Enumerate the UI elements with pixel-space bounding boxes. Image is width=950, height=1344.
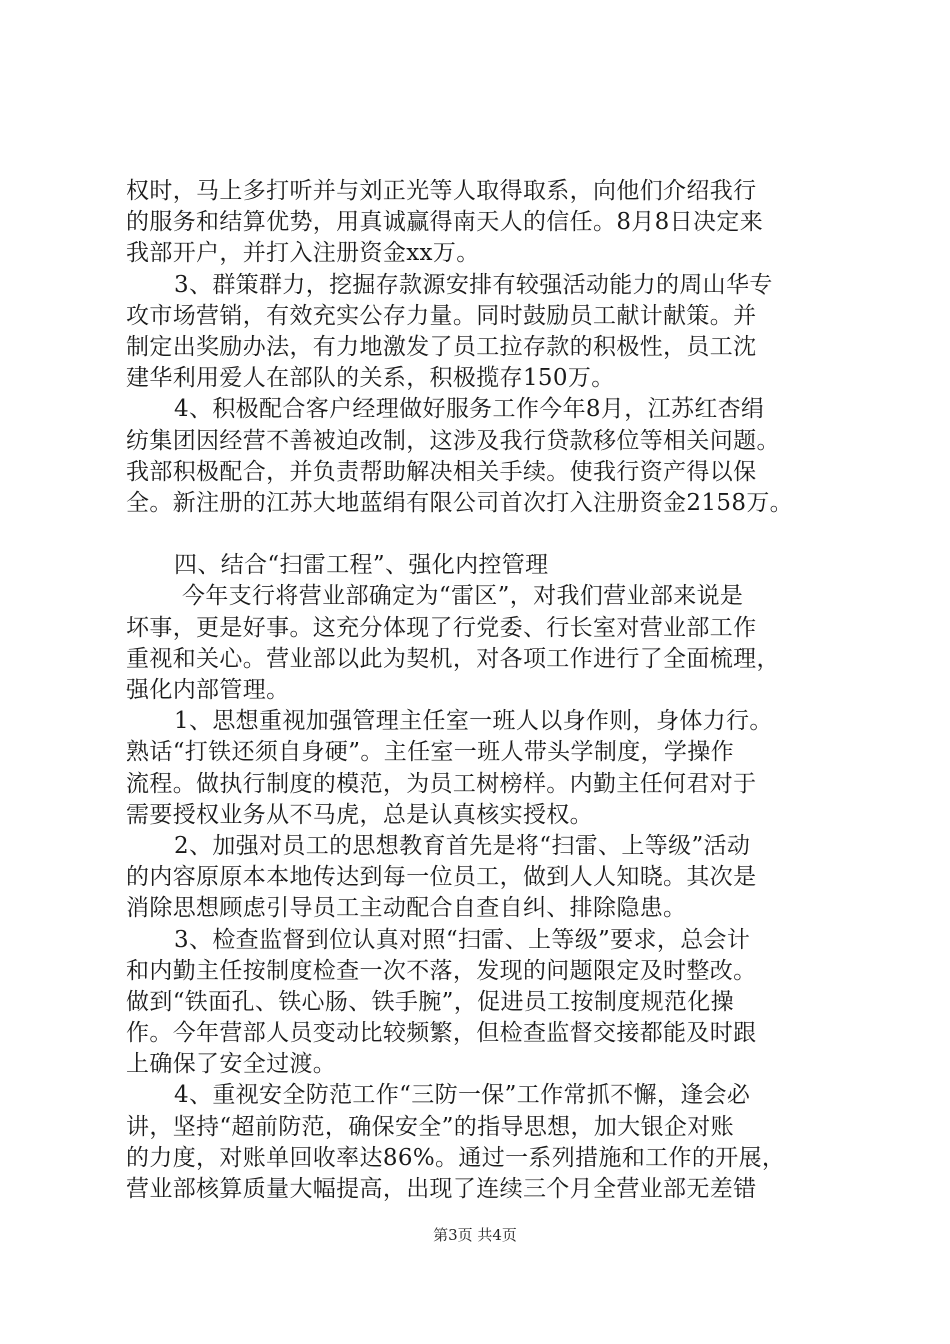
text-line: 讲，坚持“超前防范，确保安全”的指导思想，加大银企对账 — [126, 1113, 734, 1140]
paragraph-start: 今年支行将营业部确定为“雷区”，对我们营业部来说是 — [182, 583, 744, 610]
paragraph-start: 2、加强对员工的思想教育首先是将“扫雷、上等级”活动 — [174, 832, 751, 859]
text-line: 攻市场营销，有效充实公存力量。同时鼓励员工献计献策。并 — [126, 302, 757, 329]
text-line: 重视和关心。营业部以此为契机，对各项工作进行了全面梳理， — [126, 645, 780, 672]
text-line: 的内容原原本本地传达到每一位员工，做到人人知晓。其次是 — [126, 864, 757, 891]
text-line: 上确保了安全过渡。 — [126, 1051, 337, 1078]
text-line: 建华利用爱人在部队的关系，积极揽存150万。 — [126, 365, 615, 392]
section-gap — [126, 519, 836, 550]
text-line: 纺集团因经营不善被迫改制，这涉及我行贷款移位等相关问题。 — [126, 427, 780, 454]
paragraph-start: 4、积极配合客户经理做好服务工作今年8月，江苏红杏绢 — [174, 396, 765, 423]
text-line: 全。新注册的江苏大地蓝绢有限公司首次打入注册资金2158万。 — [126, 489, 794, 516]
text-line: 作。今年营部人员变动比较频繁，但检查监督交接都能及时跟 — [126, 1020, 757, 1047]
text-line: 和内勤主任按制度检查一次不落，发现的问题限定及时整改。 — [126, 957, 757, 984]
text-line: 强化内部管理。 — [126, 677, 290, 703]
text-line: 消除思想顾虑引导员工主动配合自查自纠、排除隐患。 — [126, 895, 687, 922]
text-line: 的服务和结算优势，用真诚赢得南天人的信任。8月8日决定来 — [126, 209, 764, 236]
text-line: 需要授权业务从不马虎，总是认真核实授权。 — [126, 801, 593, 828]
text-line: 熟话“打铁还须自身硬”。主任室一班人带头学制度，学操作 — [126, 739, 734, 766]
text-line: 权时，马上多打听并与刘正光等人取得取系，向他们介绍我行 — [126, 178, 757, 204]
paragraph-start: 3、检查监督到位认真对照“扫雷、上等级”要求，总会计 — [174, 926, 751, 953]
paragraph-start: 3、群策群力，挖掘存款源安排有较强活动能力的周山华专 — [174, 271, 773, 298]
text-line: 营业部核算质量大幅提高，出现了连续三个月全营业部无差错 — [126, 1176, 757, 1202]
text-line: 制定出奖励办法，有力地激发了员工拉存款的积极性，员工沈 — [126, 333, 757, 360]
text-line: 我部开户，并打入注册资金xx万。 — [126, 240, 480, 267]
paragraph-start: 4、重视安全防范工作“三防一保”工作常抓不懈，逢会必 — [174, 1082, 751, 1109]
document-body — [126, 176, 836, 1205]
section-heading: 四、结合“扫雷工程”、强化内控管理 — [174, 552, 549, 579]
text-line: 坏事，更是好事。这充分体现了行党委、行长室对营业部工作 — [126, 614, 757, 641]
text-line: 我部积极配合，并负责帮助解决相关手续。使我行资产得以保 — [126, 458, 757, 485]
text-line: 的力度，对账单回收率达86%。通过一系列措施和工作的开展， — [126, 1144, 786, 1171]
text-line: 做到“铁面孔、铁心肠、铁手腕”，促进员工按制度规范化操 — [126, 988, 734, 1015]
text-line: 流程。做执行制度的模范，为员工树榜样。内勤主任何君对于 — [126, 770, 757, 797]
page-number: 第3页 共4页 — [433, 1226, 517, 1244]
paragraph-start: 1、思想重视加强管理主任室一班人以身作则，身体力行。 — [174, 708, 773, 735]
